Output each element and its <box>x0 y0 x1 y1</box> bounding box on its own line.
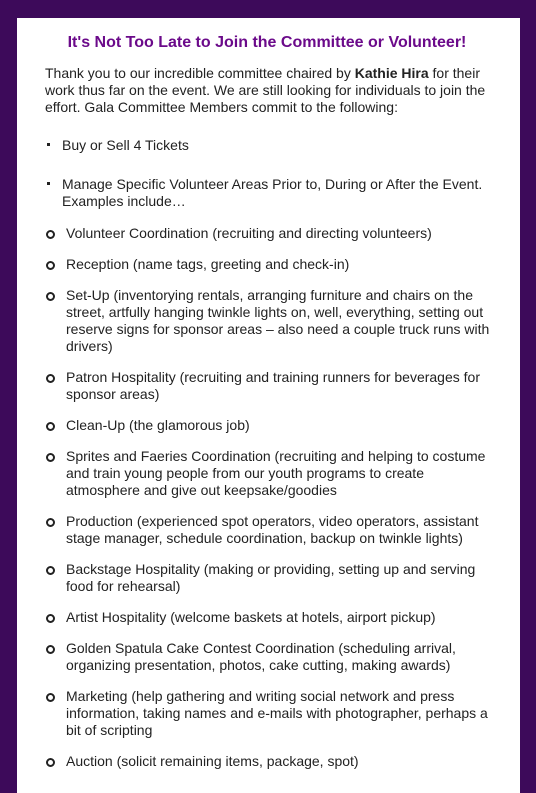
list-item <box>45 176 495 210</box>
list-item <box>45 137 495 154</box>
list-item-detail: (recruiting and training runners for beverages for sponsor areas) <box>66 369 480 402</box>
list-item <box>45 640 495 674</box>
list-item-head: Auction <box>66 753 113 769</box>
list-item-head: Sprites and Faeries Coordination <box>66 448 271 464</box>
list-item-head: Golden Spatula Cake Contest Coordination <box>66 640 335 656</box>
intro-text: Thank you to our incredible committee chaired by <box>45 65 355 81</box>
list-item <box>45 513 495 547</box>
circle-bullet-icon <box>46 693 55 702</box>
list-item-detail: (inventorying rentals, arranging furniture and chairs on the street, artfully hanging twinkle lights on, well, everything, setting out reserve signs for sponsor areas – also need a couple truck runs with drivers) <box>66 287 490 354</box>
list-item-head: Patron Hospitality <box>66 369 176 385</box>
list-item-head: Backstage Hospitality <box>66 561 200 577</box>
page-title: It's Not Too Late to Join the Committee or Volunteer! <box>67 34 467 51</box>
square-bullet-icon <box>47 143 50 146</box>
intro-text-continued: for their work thus far on the event. We are still looking for individuals to join the effort. Gala Committee Members commit to the following: <box>45 65 486 115</box>
circle-bullet-icon <box>46 292 55 301</box>
list-item-detail: (welcome baskets at hotels, airport pickup) <box>166 609 436 625</box>
list-item-head: Clean-Up <box>66 417 126 433</box>
intro-paragraph <box>45 65 495 116</box>
list-item <box>45 417 495 434</box>
list-item-detail: (help gathering and writing social network and press information, taking names and e-mails with photographer, perhaps a bit of scripting <box>66 688 488 738</box>
list-item <box>45 287 495 355</box>
list-item <box>45 448 495 499</box>
list-item-head: Set-Up <box>66 287 110 303</box>
list-item-head: Volunteer Coordination <box>66 225 209 241</box>
list-item-head: Marketing <box>66 688 128 704</box>
list-item-detail: (solicit remaining items, package, spot) <box>112 753 359 769</box>
circle-bullet-icon <box>46 453 55 462</box>
list-item <box>45 256 495 273</box>
list-item <box>45 753 495 770</box>
list-item-detail: (the glamorous job) <box>125 417 250 433</box>
square-bullet-icon <box>47 182 50 185</box>
circle-bullet-icon <box>46 518 55 527</box>
list-item-detail: (recruiting and helping to costume and train young people from our youth programs to create atmosphere and give out keepsake/goodies <box>66 448 486 498</box>
list-item-detail: (scheduling arrival, organizing presentation, photos, cake cutting, making awards) <box>66 640 456 673</box>
list-item-text: Manage Specific Volunteer Areas Prior to, During or After the Event. Examples include… <box>62 176 483 209</box>
list-item-detail: (making or providing, setting up and serving food for rehearsal) <box>66 561 476 594</box>
list-item-detail: (name tags, greeting and check-in) <box>129 256 350 272</box>
list-item-detail: (experienced spot operators, video operators, assistant stage manager, schedule coordination, backup on twinkle lights) <box>66 513 479 546</box>
list-item-text: Buy or Sell 4 Tickets <box>62 137 189 153</box>
list-item-head: Reception <box>66 256 130 272</box>
chair-name: Kathie Hira <box>354 65 429 81</box>
circle-bullet-icon <box>46 645 55 654</box>
circle-bullet-icon <box>46 614 55 623</box>
circle-bullet-icon <box>46 230 55 239</box>
circle-bullet-icon <box>46 261 55 270</box>
list-item-head: Production <box>66 513 133 529</box>
circle-bullet-icon <box>46 566 55 575</box>
list-item-detail: (recruiting and directing volunteers) <box>208 225 432 241</box>
list-item-head: Artist Hospitality <box>66 609 167 625</box>
list-item <box>45 688 495 739</box>
list-item <box>45 561 495 595</box>
list-item <box>45 225 495 242</box>
list-item <box>45 609 495 626</box>
content-panel <box>17 18 520 793</box>
circle-bullet-icon <box>46 758 55 767</box>
circle-bullet-icon <box>46 374 55 383</box>
list-item <box>45 369 495 403</box>
circle-bullet-icon <box>46 422 55 431</box>
